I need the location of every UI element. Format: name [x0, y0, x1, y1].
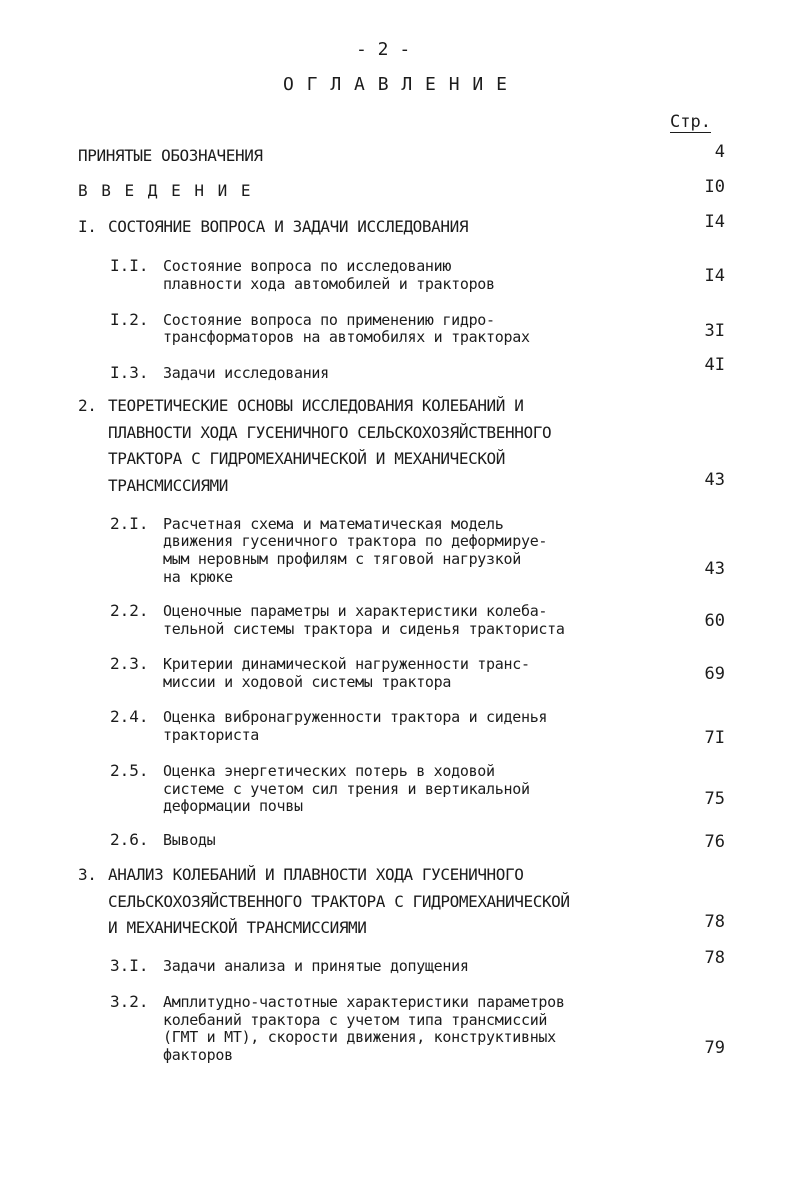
toc-entry-number: 2.4.: [110, 707, 149, 726]
toc-entry-title-line: ТРАНСМИССИЯМИ: [108, 476, 229, 495]
toc-entry-title-line: движения гусеничного трактора по деформируе-: [163, 532, 548, 550]
toc-entry-number: I.: [78, 217, 97, 236]
toc-entry-number: 2.3.: [110, 654, 149, 673]
toc-entry-title-line: Амплитудно-частотные характеристики параметров: [163, 993, 565, 1011]
toc-entry-title-line: (ГМТ и МТ), скорости движения, конструктивных: [163, 1028, 556, 1046]
toc-entry-page: I0: [704, 177, 725, 197]
toc-entry-number: 2.6.: [110, 830, 149, 849]
page-number: - 2 -: [356, 39, 411, 60]
toc-entry-title-line: системе с учетом сил трения и вертикальной: [163, 780, 530, 798]
toc-entry-page: 7I: [704, 728, 725, 748]
toc-entry-title: ПРИНЯТЫЕ ОБОЗНАЧЕНИЯ: [78, 146, 263, 165]
toc-entry-number: 3.: [78, 865, 97, 884]
toc-entry-number: 2.I.: [110, 514, 149, 533]
toc-entry-number: I.3.: [110, 363, 149, 382]
toc-entry-page: 69: [704, 664, 725, 684]
toc-entry-title-line: трансформаторов на автомобилях и тракторах: [163, 328, 530, 346]
toc-entry-title-line: СЕЛЬСКОХОЗЯЙСТВЕННОГО ТРАКТОРА С ГИДРОМЕХАНИЧЕСКОЙ: [108, 892, 570, 911]
toc-entry-title-line: ТРАКТОРА С ГИДРОМЕХАНИЧЕСКОЙ И МЕХАНИЧЕСКОЙ: [108, 449, 506, 468]
toc-entry-number: 2.5.: [110, 761, 149, 780]
toc-entry-title-line: Состояние вопроса по исследованию: [163, 257, 452, 275]
toc-entry-title-line: миссии и ходовой системы трактора: [163, 673, 452, 691]
toc-entry-title: СОСТОЯНИЕ ВОПРОСА И ЗАДАЧИ ИССЛЕДОВАНИЯ: [108, 217, 469, 236]
toc-entry-title-line: Оценка энергетических потерь в ходовой: [163, 762, 495, 780]
toc-entry-number: 2.: [78, 396, 97, 415]
toc-entry-title-line: ПЛАВНОСТИ ХОДА ГУСЕНИЧНОГО СЕЛЬСКОХОЗЯЙСТВЕННОГО: [108, 423, 552, 442]
toc-entry-page: I4: [704, 266, 725, 286]
toc-entry-title-line: тельной системы трактора и сиденья тракториста: [163, 620, 565, 638]
toc-entry-title-line: Критерии динамической нагруженности транс-: [163, 655, 530, 673]
toc-entry-page: 78: [704, 948, 725, 968]
page-title: О Г Л А В Л Е Н И Е: [283, 74, 508, 95]
toc-entry-page: I4: [704, 212, 725, 232]
toc-entry-title-line: плавности хода автомобилей и тракторов: [163, 275, 495, 293]
toc-entry-title-line: на крюке: [163, 568, 233, 586]
toc-entry-title-line: Расчетная схема и математическая модель: [163, 515, 504, 533]
toc-entry-title-line: Состояние вопроса по применению гидро-: [163, 311, 495, 329]
toc-entry-page: 75: [704, 789, 725, 809]
toc-entry-title-line: Оценочные параметры и характеристики колеба-: [163, 602, 548, 620]
toc-entry-title-line: ТЕОРЕТИЧЕСКИЕ ОСНОВЫ ИССЛЕДОВАНИЯ КОЛЕБАНИЙ И: [108, 396, 524, 415]
toc-entry-number: 3.2.: [110, 992, 149, 1011]
toc-entry-page: 3I: [704, 321, 725, 341]
toc-entry-title-line: колебаний трактора с учетом типа трансмиссий: [163, 1011, 548, 1029]
toc-entry-title-line: АНАЛИЗ КОЛЕБАНИЙ И ПЛАВНОСТИ ХОДА ГУСЕНИЧНОГО: [108, 865, 524, 884]
toc-entry-page: 76: [704, 832, 725, 852]
toc-entry-page: 79: [704, 1038, 725, 1058]
toc-entry-title-line: деформации почвы: [163, 797, 303, 815]
toc-entry-page: 60: [704, 611, 725, 631]
toc-entry-page: 78: [704, 912, 725, 932]
toc-entry-title: Выводы: [163, 831, 216, 849]
toc-entry-title-line: И МЕХАНИЧЕСКОЙ ТРАНСМИССИЯМИ: [108, 918, 367, 937]
toc-entry-title: Задачи исследования: [163, 364, 329, 382]
toc-entry-page: 4I: [704, 355, 725, 375]
toc-entry-title-line: тракториста: [163, 726, 260, 744]
toc-entry-number: 3.I.: [110, 956, 149, 975]
toc-entry-title-line: факторов: [163, 1046, 233, 1064]
toc-entry-title: Задачи анализа и принятые допущения: [163, 957, 469, 975]
toc-entry-title: В В Е Д Е Н И Е: [78, 181, 253, 200]
toc-entry-title-line: мым неровным профилям с тяговой нагрузкой: [163, 550, 521, 568]
toc-entry-number: 2.2.: [110, 601, 149, 620]
page-column-header: Стр.: [670, 112, 711, 132]
toc-entry-number: I.I.: [110, 256, 149, 275]
toc-entry-page: 43: [704, 559, 725, 579]
toc-entry-title-line: Оценка вибронагруженности трактора и сиденья: [163, 708, 548, 726]
toc-entry-page: 4: [714, 142, 725, 162]
toc-entry-number: I.2.: [110, 310, 149, 329]
toc-entry-page: 43: [704, 470, 725, 490]
